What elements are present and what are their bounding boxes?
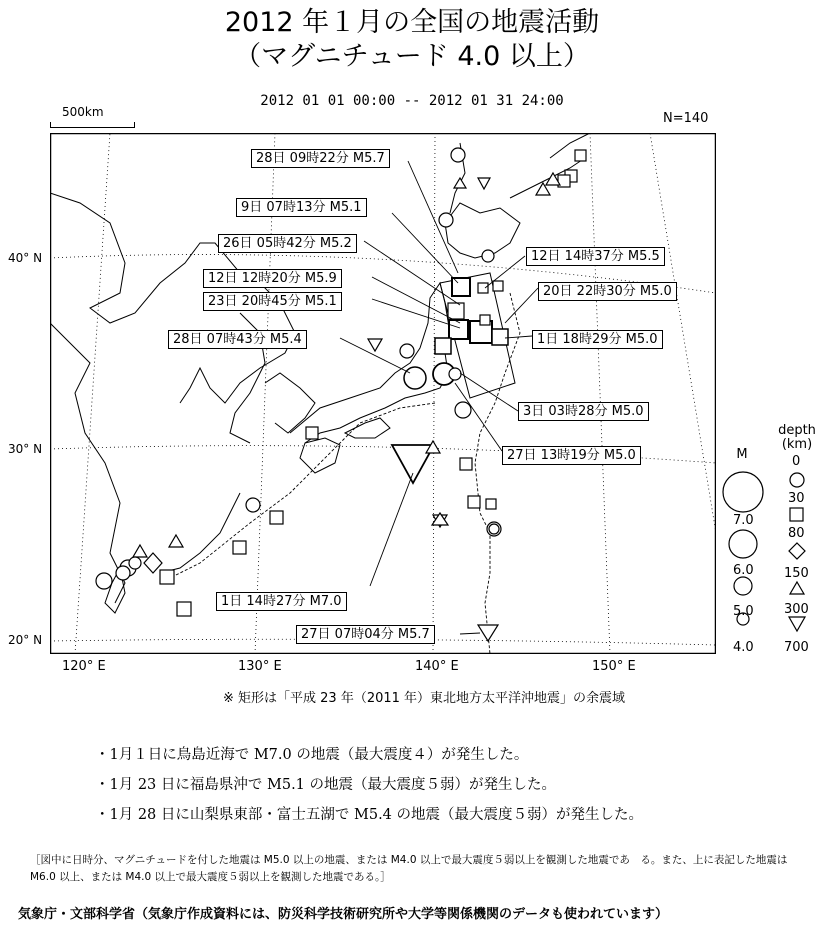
scale-label: 500km: [62, 105, 104, 119]
annotation-label: 28日 09時22分 M5.7: [251, 149, 390, 168]
annotation-label: 3日 03時28分 M5.0: [518, 402, 649, 421]
legend-depth-300-inverted-triangle: [789, 617, 805, 631]
legend-depth-700-label: 700: [784, 640, 809, 655]
map-frame: [51, 134, 716, 654]
epicenter-map: [50, 133, 716, 654]
lat-label-20: 20° N: [8, 633, 43, 647]
summary-item: ・1月 28 日に山梨県東部・富士五湖で M5.4 の地震（最大震度５弱）が発生した。: [95, 807, 644, 823]
annotation-label: 12日 12時20分 M5.9: [203, 269, 342, 288]
map-title: 2012 年１月の全国の地震活動: [224, 7, 600, 38]
legend-magnitude-7-label: 7.0: [733, 513, 754, 528]
period-label: 2012 01 01 00:00 -- 2012 01 31 24:00: [260, 93, 564, 109]
legend-depth-0-label: 0: [792, 454, 801, 469]
lat-label-30: 30° N: [8, 442, 43, 456]
legend-depth-30-square: [790, 508, 803, 521]
legend-depth-80-diamond: [789, 543, 805, 559]
legend-depth-80-label: 80: [788, 526, 805, 541]
lon-label-130: 130° E: [238, 659, 282, 674]
annotation-label: 20日 22時30分 M5.0: [538, 282, 677, 301]
summary-item: ・1月 23 日に福島県沖で M5.1 の地震（最大震度５弱）が発生した。: [95, 777, 557, 793]
legend-magnitude-4-label: 4.0: [733, 640, 754, 655]
map-subtitle: （マグニチュード 4.0 以上）: [234, 41, 590, 72]
annotation-label: 1日 18時29分 M5.0: [532, 330, 663, 349]
legend-depth-150-label: 150: [784, 566, 809, 581]
legend-depth-30-label: 30: [788, 491, 805, 506]
annotation-label: 26日 05時42分 M5.2: [218, 234, 357, 253]
annotation-label: 23日 20時45分 M5.1: [203, 292, 342, 311]
legend-magnitude-title: M: [736, 447, 748, 462]
lat-label-40: 40° N: [8, 251, 43, 265]
summary-list: [95, 740, 643, 830]
epicenter-circle: [451, 148, 465, 162]
aftershock-note: ※ 矩形は「平成 23 年（2011 年）東北地方太平洋沖地震」の余震域: [223, 691, 626, 706]
annotation-label: 27日 13時19分 M5.0: [502, 446, 641, 465]
summary-item: ・1月１日に鳥島近海で M7.0 の地震（最大震度４）が発生した。: [95, 747, 529, 763]
annotation-label: 28日 07時43分 M5.4: [168, 330, 307, 349]
annotation-label: 27日 07時04分 M5.7: [296, 625, 435, 644]
credit-line: 気象庁・文部科学省（気象庁作成資料には、防災科学技術研究所や大学等関係機関のデータも使われています）: [18, 907, 669, 922]
legend-symbols: [720, 460, 824, 660]
legend-depth-0-circle: [790, 473, 804, 487]
legend-magnitude-5-circle: [734, 577, 752, 595]
epicenter-square: [575, 150, 586, 161]
legend-depth-title: depth (km): [778, 423, 816, 452]
annotation-label: 9日 07時13分 M5.1: [236, 198, 367, 217]
scale-bar: [50, 105, 135, 125]
lon-label-120: 120° E: [62, 659, 106, 674]
scale-bar-line: [50, 122, 135, 128]
legend-magnitude-6-label: 6.0: [733, 563, 754, 578]
lon-label-140: 140° E: [415, 659, 459, 674]
legend-depth-300-label: 300: [784, 602, 809, 617]
footnote: ［図中に日時分、マグニチュードを付した地震は M5.0 以上の地震、または M4.0 以上で最大震度５弱以上を観測した地震であ る。また、上に表記した地震は M6.0 以上、または M4.0 以上で最大震度５弱以上を観測した地震である。］: [30, 854, 788, 883]
legend-magnitude-7-circle: [723, 472, 763, 512]
annotation-label: 12日 14時37分 M5.5: [526, 247, 665, 266]
legend-magnitude-6-circle: [729, 530, 757, 558]
legend-depth-150-triangle: [790, 582, 804, 594]
lon-label-150: 150° E: [592, 659, 636, 674]
annotation-label-m7: 1日 14時27分 M7.0: [216, 592, 347, 611]
legend-magnitude-5-label: 5.0: [733, 604, 754, 619]
event-count: N=140: [663, 111, 709, 126]
